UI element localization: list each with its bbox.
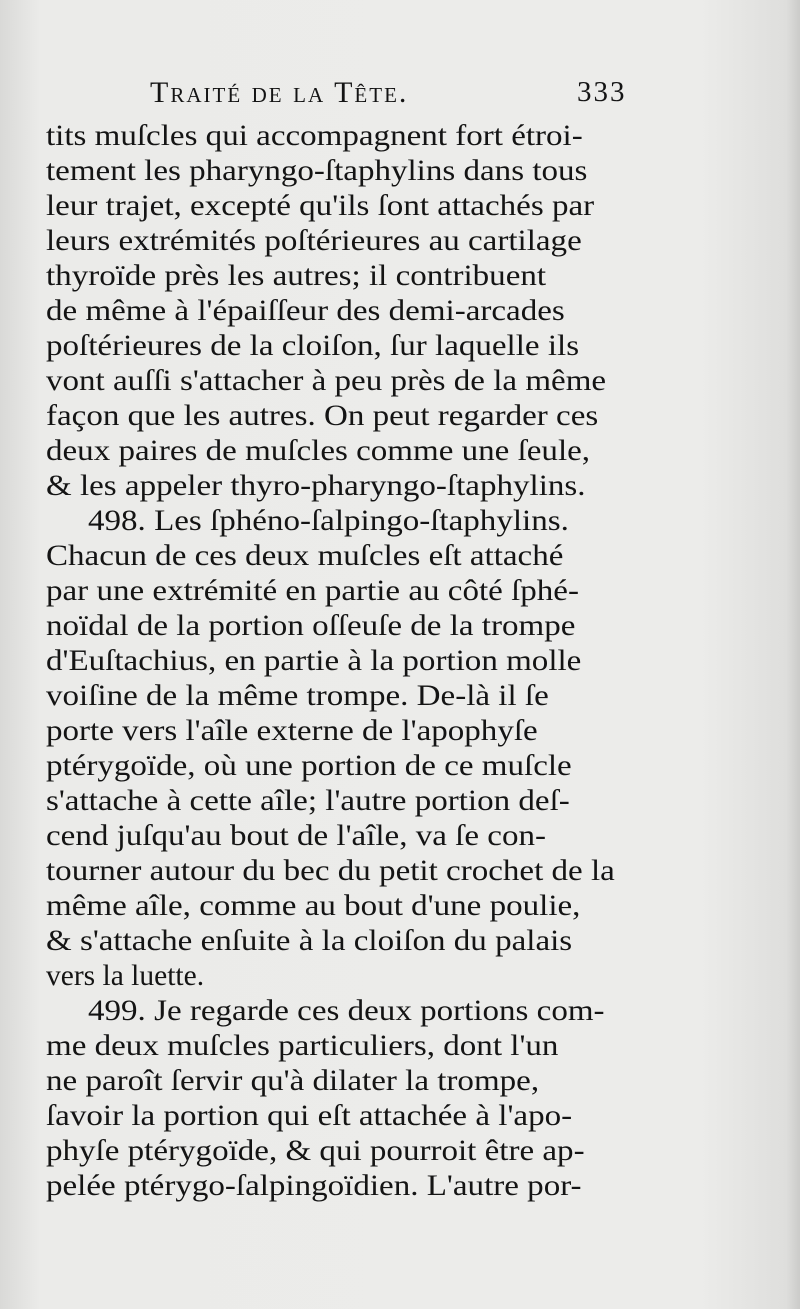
text-line: noïdal de la portion oſſeuſe de la trompe xyxy=(46,610,576,642)
text-line: vont auſſi s'attacher à peu près de la même xyxy=(46,365,607,397)
text-line: porte vers l'aîle externe de l'apophyſe xyxy=(46,715,538,747)
text-line: vers la luette. xyxy=(46,960,205,992)
text-line: par une extrémité en partie au côté ſphé- xyxy=(46,575,579,607)
text-line: tourner autour du bec du petit crochet de la xyxy=(46,855,615,887)
text-line: voiſine de la même trompe. De-là il ſe xyxy=(46,680,549,712)
text-line: ne paroît ſervir qu'à dilater la trompe, xyxy=(46,1065,540,1097)
running-title: Traité de la Tête. xyxy=(150,76,409,109)
text-line: façon que les autres. On peut regarder ces xyxy=(46,400,599,432)
text-line: ſavoir la portion qui eſt attachée à l'apo- xyxy=(46,1100,573,1132)
text-line: Chacun de ces deux muſcles eſt attaché xyxy=(46,540,564,572)
text-line: pelée ptérygo-ſalpingoïdien. L'autre por- xyxy=(46,1170,582,1202)
text-line: leurs extrémités poſtérieures au cartilage xyxy=(46,225,582,257)
page-number: 333 xyxy=(577,76,627,108)
text-line: poſtérieures de la cloiſon, ſur laquelle ils xyxy=(46,330,580,362)
text-line: même aîle, comme au bout d'une poulie, xyxy=(46,890,581,922)
text-line: 498. Les ſphéno-ſalpingo-ſtaphylins. xyxy=(88,505,569,537)
text-line: leur trajet, excepté qu'ils ſont attachés par xyxy=(46,190,595,222)
text-line: & les appeler thyro-pharyngo-ſtaphylins. xyxy=(46,470,586,502)
text-line: thyroïde près les autres; il contribuent xyxy=(46,260,547,292)
text-line: d'Euſtachius, en partie à la portion molle xyxy=(46,645,582,677)
page-edge-shadow xyxy=(786,0,800,1309)
text-line: tits muſcles qui accompagnent fort étroi- xyxy=(46,120,583,152)
text-line: s'attache à cette aîle; l'autre portion deſ- xyxy=(46,785,570,817)
text-line: 499. Je regarde ces deux portions com- xyxy=(88,995,605,1027)
running-header xyxy=(150,76,650,116)
text-line: me deux muſcles particuliers, dont l'un xyxy=(46,1030,559,1062)
text-line: cend juſqu'au bout de l'aîle, va ſe con- xyxy=(46,820,546,852)
text-line: phyſe ptérygoïde, & qui pourroit être ap- xyxy=(46,1135,585,1167)
text-line: ptérygoïde, où une portion de ce muſcle xyxy=(46,750,572,782)
text-line: deux paires de muſcles comme une ſeule, xyxy=(46,435,591,467)
text-line: tement les pharyngo-ſtaphylins dans tous xyxy=(46,155,588,187)
text-line: & s'attache enſuite à la cloiſon du palais xyxy=(46,925,573,957)
text-line: de même à l'épaiſſeur des demi-arcades xyxy=(46,295,565,327)
